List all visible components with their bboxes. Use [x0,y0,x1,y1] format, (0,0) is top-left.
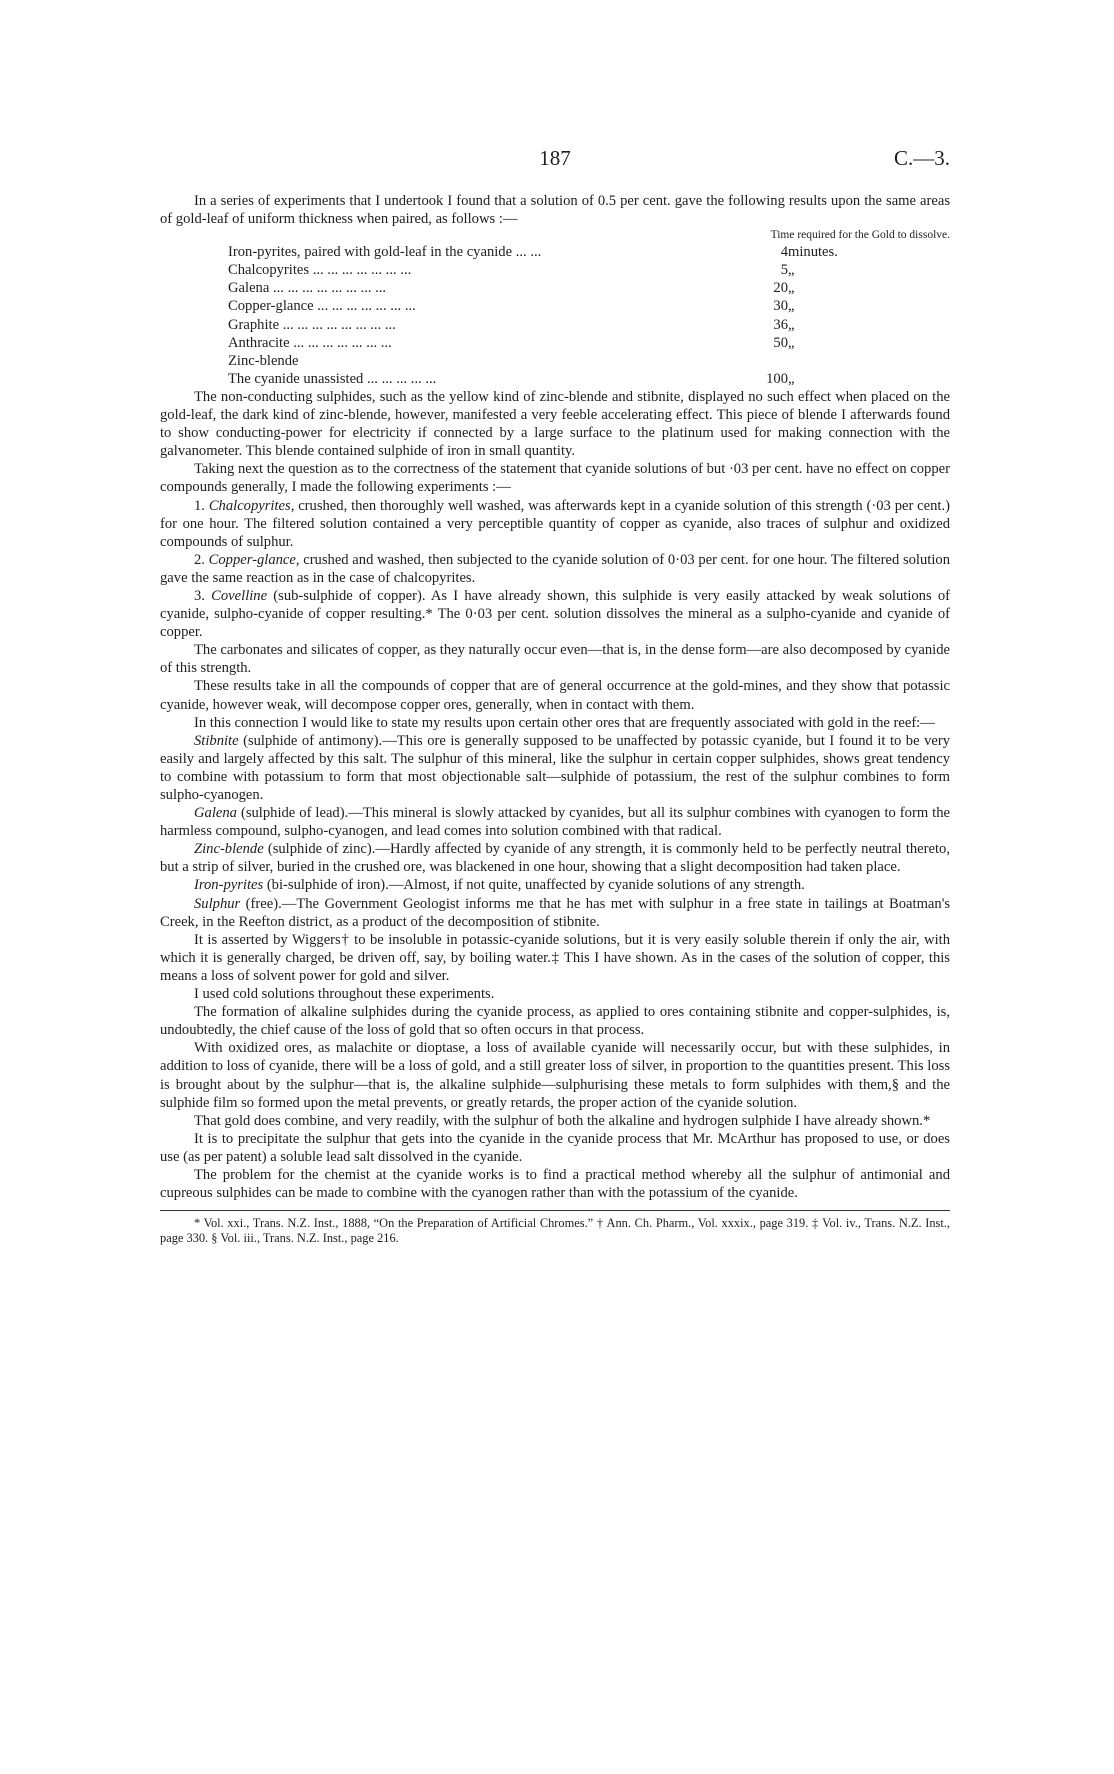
paragraph-gold: That gold does combine, and very readily, with the sulphur of both the alkaline and hydrogen sulphide I have already shown.* [194,1112,931,1129]
experiment-text: , crushed, then thoroughly well washed, was afterwards kept in a cyanide solution of this strength (·03 per cent.) for one hour. The filtered solution contained a very perceptible quantity of copper as cyanide, also traces of sulphur and oxidized compounds of sulphur. [160,497,950,550]
time-value: 5 [780,262,788,279]
paragraph-connection: In this connection I would like to state my results upon certain other ores that are frequently associated with gold in the reef:— [194,714,935,731]
ore-text: (free).—The Government Geologist informs me that he has met with sulphur in a free state in tailings at Boatman's Creek, in the Reefton district, as a product of the decomposition of stibnite. [160,895,950,930]
time-value: 4 [780,244,788,261]
leader-dots: ... ... ... ... ... [363,370,437,387]
leader-dots: ... ... ... ... ... ... ... [313,298,416,315]
mineral-name: Copper-glance [228,298,314,315]
paragraph-problem: The problem for the chemist at the cyanide works is to find a practical method whereby all the sulphur of antimonial and cupreous sulphides can be made to combine with the cyanogen rather than with the potassium of the cyanide. [160,1166,950,1202]
experiment-2 [160,551,950,587]
mineral-name: Galena [228,280,270,297]
ore-text: (sulphide of antimony).—This ore is generally supposed to be unaffected by potassic cyanide, but I found it to be very easily and largely affected by this salt. The sulphur of this mineral, like the sulphur in certain copper sulphides, shows great tendency to combine with potassium to form that most objectionable salt—sulphide of potassium, the rest of the sulphur combines to form sulpho-cyanogen. [160,732,950,803]
table-row [228,279,888,297]
time-unit: „ [788,316,795,333]
time-value: 50 [773,334,788,351]
leader-dots: ... ... ... ... ... ... ... [289,334,392,351]
leader-dots: ... ... ... ... ... ... ... ... [269,280,387,297]
mineral-name: Zinc-blende [228,352,299,369]
experiment-number: 1. [194,497,205,514]
paragraph-oxidized: With oxidized ores, as malachite or dioptase, a loss of available cyanide will necessarily occur, but with these sulphides, in addition to loss of cyanide, there will be a loss of gold, and a still greater loss of silver, in proportion to the quantities present. This loss is brought about by the sulphur—that is, the alkaline sulphide—sulphurising these metals to form sulphides with them,§ and the sulphide film so formed upon the metal prevents, or greatly retards, the proper action of the cyanide solution. [160,1040,950,1111]
experiment-term: Chalcopyrites [208,497,291,514]
ore-text: (bi-sulphide of iron).—Almost, if not quite, unaffected by cyanide solutions of any strength. [263,877,805,894]
mineral-name: The cyanide unassisted [228,370,364,387]
ore-iron-pyrites [160,876,950,894]
time-value: 36 [773,316,788,333]
time-unit: „ [788,298,795,315]
experiment-1 [160,497,950,551]
footnotes [160,1216,950,1246]
experiment-term: Covelline [211,587,268,604]
mineral-name: Graphite [228,316,280,333]
footnote-text: * Vol. xxi., Trans. N.Z. Inst., 1888, “On the Preparation of Artificial Chromes.” † Ann. Ch. Pharm., Vol. xxxix., page 319. ‡ Vol. iv., Trans. N.Z. Inst., page 330. § Vol. iii., Trans. N.Z. Inst., page 216. [160,1216,950,1246]
time-value: 100 [766,370,788,387]
ore-text: (sulphide of lead).—This mineral is slowly attacked by cyanides, but all its sulphur combines with cyanogen to form the harmless compound, sulpho-cyanogen, and lead comes into solution combined with that radical. [160,805,950,840]
ore-term: Zinc-blende [194,841,264,858]
table-row [228,261,888,279]
paragraph-nonconducting: The non-conducting sulphides, such as the yellow kind of zinc-blende and stibnite, displayed no such effect when placed on the gold-leaf, the dark kind of zinc-blende, however, manifested a very feeble accelerating effect. This piece of blende I afterwards found to show conducting-power for electricity if connected by a large surface to the platinum used for making connection with the galvanometer. This blende contained sulphide of iron in small quantity. [160,388,950,460]
time-unit: minutes. [788,244,838,261]
table-row [228,243,888,261]
body-text [160,192,950,1246]
ore-term: Stibnite [194,732,239,749]
paragraph-carbonates: The carbonates and silicates of copper, as they naturally occur even—that is, in the dense form—are also decomposed by cyanide of this strength. [160,642,950,677]
time-unit: „ [788,280,795,297]
ore-galena [160,804,950,840]
leader-dots: ... ... ... ... ... ... ... [309,262,412,279]
experiment-text: (sub-sulphide of copper). As I have already shown, this sulphide is very easily attacked by weak solutions of cyanide, sulpho-cyanide of copper resulting.* The 0·03 per cent. solution dissolves the mineral as a sulpho-cyanide and cyanide of copper. [160,587,950,641]
table-row [228,316,888,334]
time-value: 20 [773,280,788,297]
ore-term: Iron-pyrites [194,877,264,894]
time-unit [788,352,888,370]
time-value: 30 [773,298,788,315]
paragraph-asserted: It is asserted by Wiggers† to be insoluble in potassic-cyanide solutions, but it is very easily soluble therein if only the air, with which it is generally charged, be driven off, say, by boiling water.‡ This I have shown. As in the cases of the solution of copper, this means a loss of solvent power for gold and silver. [160,931,950,984]
time-value [748,352,788,370]
time-unit: „ [788,334,795,351]
table-row [228,297,888,315]
document-reference: C.—3. [893,146,950,170]
paragraph-formation: The formation of alkaline sulphides during the cyanide process, as applied to ores containing stibnite and copper-sulphides, is, undoubtedly, the chief cause of the loss of gold that so often occurs in that process. [160,1004,950,1039]
mineral-name: Anthracite [228,334,290,351]
ore-sulphur [160,895,950,931]
experiment-text: , crushed and washed, then subjected to the cyanide solution of 0·03 per cent. for one hour. The filtered solution gave the same reaction as in the case of chalcopyrites. [160,551,950,586]
experiment-term: Copper-glance [208,551,296,568]
time-unit: „ [788,370,795,387]
leader-dots: ... ... [512,244,542,261]
paragraph-taking-next: Taking next the question as to the correctness of the statement that cyanide solutions of but ·03 per cent. have no effect on copper compounds generally, I made the following experiments :— [160,461,950,496]
page-number: 187 [539,146,571,170]
paragraph-precipitate: It is to precipitate the sulphur that gets into the cyanide in the cyanide process that Mr. McArthur has proposed to use, or does use (as per patent) a soluble lead salt dissolved in the cyanide. [160,1130,950,1165]
time-unit: „ [788,262,795,279]
ore-zinc-blende [160,840,950,876]
experiment-number: 2. [194,551,205,568]
table-row [228,334,888,352]
paragraph-results: These results take in all the compounds of copper that are of general occurrence at the gold-mines, and they show that potassic cyanide, however weak, will decompose copper ores, generally, when in contact with them. [160,678,950,713]
ore-text: (sulphide of zinc).—Hardly affected by cyanide of any strength, it is commonly held to be perfectly neutral thereto, but a strip of silver, buried in the crushed ore, was blackened in one hour, showing that a slight decomposition had taken place. [160,841,950,876]
page-header [160,146,950,176]
paragraph-cold-solutions: I used cold solutions throughout these experiments. [194,986,495,1003]
table-row [228,352,888,370]
footnote-divider [160,1210,950,1211]
table-caption: Time required for the Gold to dissolve. [770,229,950,242]
experiment-number: 3. [194,587,205,604]
mineral-name: Iron-pyrites, paired with gold-leaf in the cyanide [228,244,513,261]
ore-term: Sulphur [194,895,241,912]
dissolution-time-table [228,243,888,388]
experiment-3 [160,587,950,641]
ore-stibnite [160,732,950,804]
ore-term: Galena [194,805,237,822]
mineral-name: Chalcopyrites [228,262,310,279]
intro-paragraph: In a series of experiments that I undertook I found that a solution of 0.5 per cent. gave the following results upon the same areas of gold-leaf of uniform thickness when paired, as follows :— [160,193,950,228]
table-row [228,370,888,388]
leader-dots: ... ... ... ... ... ... ... ... [279,316,396,333]
